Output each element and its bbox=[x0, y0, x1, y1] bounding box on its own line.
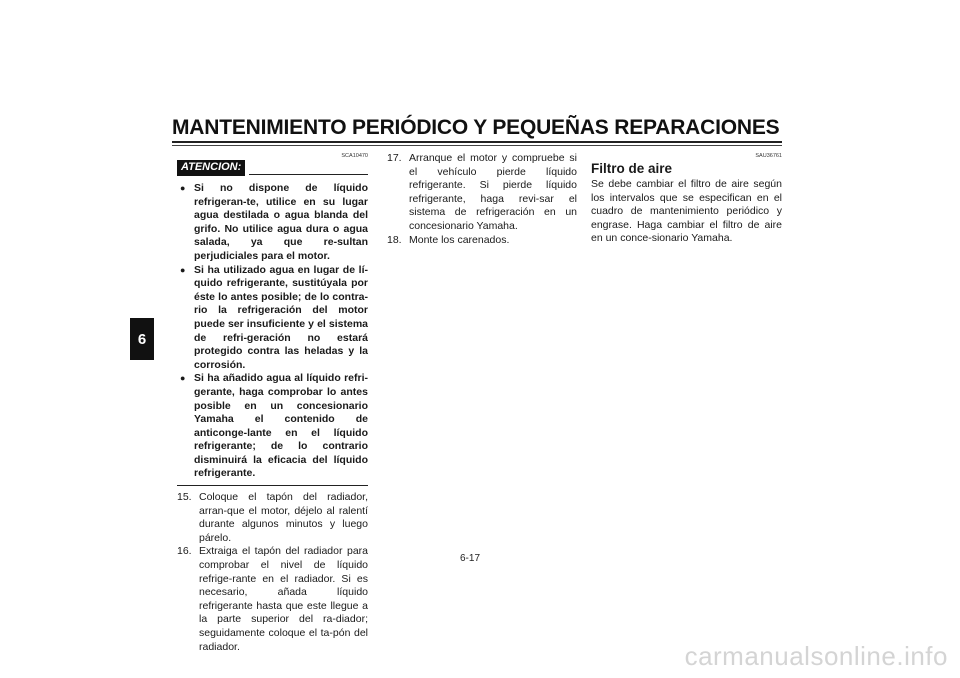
attention-bullets bbox=[177, 182, 368, 481]
attention-bullet bbox=[177, 372, 368, 481]
step-item bbox=[177, 491, 368, 545]
attention-rule bbox=[249, 174, 368, 175]
step-item bbox=[387, 152, 577, 234]
step-text: Coloque el tapón del radiador, arran-que el motor, déjelo al ralentí durante algunos minutos y luego párelo. bbox=[199, 491, 368, 544]
bullet-text: Si ha utilizado agua en lugar de lí-quido refrigerante, sustitúyala por éste lo antes posible; de lo contra-rio la refrigeración del motor puede ser insuficiente y el sistema de refri-geración no estará protegido contra las heladas y la corrosión. bbox=[194, 263, 368, 371]
section-paragraph: Se debe cambiar el filtro de aire según los intervalos que se especifican en el cuadro de mantenimiento periódico y engrase. Haga cambiar el filtro de aire en un conce-sionario Yamaha. bbox=[591, 178, 782, 245]
step-text: Extraiga el tapón del radiador para comprobar el nivel de líquido refrige-rante en el radiador. Si es necesario, añada líquido refrigerante hasta que este llegue a la parte superior del ra-diador; seguidamente coloque el ta-pón del radiador. bbox=[199, 545, 368, 653]
title-rule-thin bbox=[172, 145, 782, 146]
bullet-text: Si no dispone de líquido refrigeran-te, utilice en su lugar agua destilada o agua blanda del grifo. No utilice agua dura o agua salada, ya que re-sultan perjudiciales para el motor. bbox=[194, 182, 368, 262]
page-number: 6-17 bbox=[459, 553, 480, 564]
bullet-text: Si ha añadido agua al líquido refri-gerante, haga comprobar lo antes posible en un concesionario Yamaha el contenido de anticonge-lante en el líquido refrigerante; de lo contrario disminuirá la eficacia del líquido refrigerante. bbox=[194, 372, 368, 480]
section-code: SCA10470 bbox=[341, 153, 368, 159]
column-1 bbox=[177, 152, 368, 654]
bullet-dot-icon: ● bbox=[180, 183, 186, 193]
step-number: 16. bbox=[177, 545, 192, 558]
page-title: MANTENIMIENTO PERIÓDICO Y PEQUEÑAS REPARACIONES bbox=[172, 116, 780, 139]
bullet-dot-icon: ● bbox=[180, 373, 186, 384]
step-number: 17. bbox=[387, 152, 402, 164]
title-rule bbox=[172, 141, 782, 143]
step-number: 18. bbox=[387, 233, 402, 246]
attention-bullet bbox=[177, 264, 368, 373]
step-text: Monte los carenados. bbox=[409, 233, 510, 246]
section-code: SAU36761 bbox=[755, 153, 782, 159]
column-2 bbox=[387, 152, 577, 247]
step-number: 15. bbox=[177, 491, 192, 504]
attention-end-rule bbox=[177, 485, 368, 486]
watermark: carmanualsonline.info bbox=[684, 641, 948, 671]
attention-label: ATENCION: bbox=[177, 160, 245, 176]
chapter-tab: 6 bbox=[130, 318, 154, 360]
bullet-dot-icon: ● bbox=[180, 264, 186, 275]
column-3 bbox=[591, 152, 782, 246]
step-item bbox=[177, 545, 368, 654]
attention-header bbox=[177, 160, 368, 176]
attention-bullet bbox=[177, 182, 368, 264]
section-heading: Filtro de aire bbox=[591, 161, 673, 176]
step-item bbox=[387, 234, 577, 248]
step-text: Arranque el motor y compruebe si el vehículo pierde líquido refrigerante. Si pierde líquido refrigerante, haga revi-sar el sistema de refrigeración en un concesionario Yamaha. bbox=[409, 152, 577, 232]
